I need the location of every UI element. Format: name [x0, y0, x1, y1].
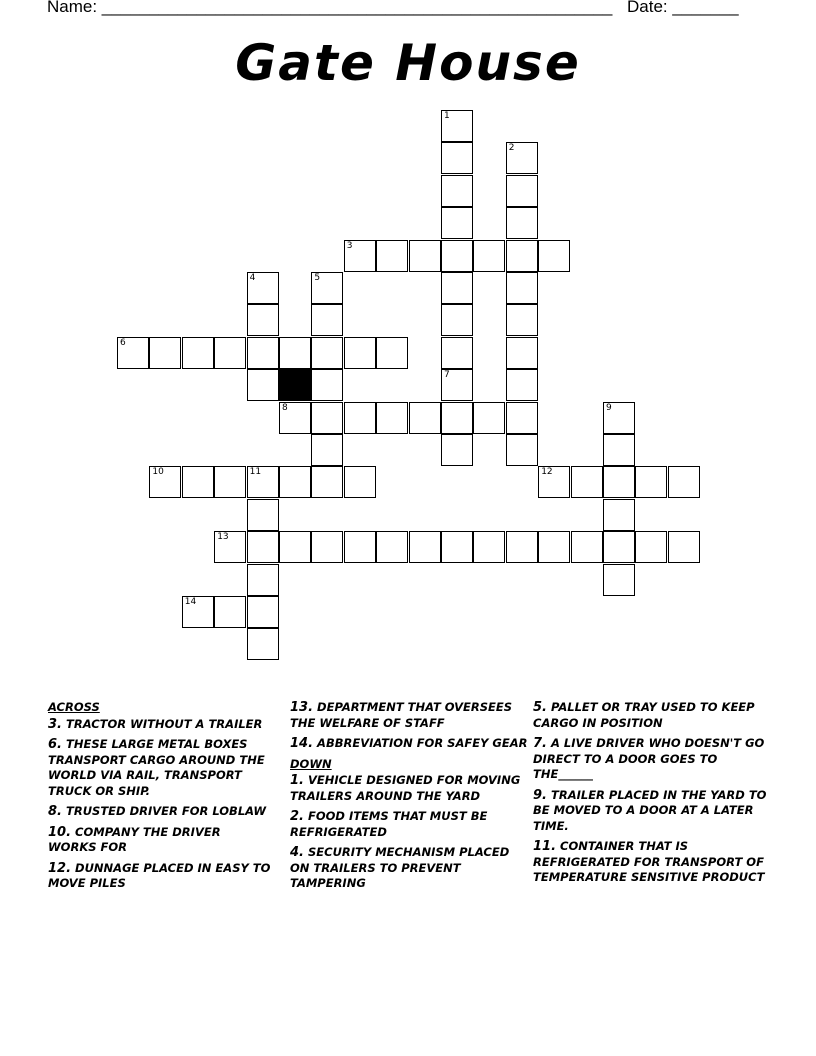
grid-cell[interactable] — [409, 240, 441, 272]
grid-cell[interactable] — [506, 272, 538, 304]
cell-number: 10 — [152, 467, 164, 478]
cell-number: 4 — [249, 273, 256, 283]
clue-down-4: 4. SECURITY MECHANISM PLACED ON TRAILERS TO PREVENT TAMPERING — [290, 845, 510, 890]
grid-cell[interactable] — [506, 531, 538, 563]
grid-cell[interactable] — [571, 466, 603, 498]
grid-cell[interactable] — [409, 531, 441, 563]
grid-cell[interactable] — [214, 337, 246, 369]
grid-cell[interactable] — [603, 531, 635, 563]
grid-cell[interactable] — [279, 531, 311, 563]
down-heading: DOWN — [290, 756, 332, 771]
clue-column-3 — [533, 700, 773, 891]
grid-cell[interactable] — [376, 337, 408, 369]
clue-down-5: 5. PALLET OR TRAY USED TO KEEP CARGO IN POSITION — [533, 700, 755, 730]
grid-cell[interactable] — [603, 434, 635, 466]
grid-cell[interactable] — [376, 402, 408, 434]
grid-cell[interactable] — [247, 304, 279, 336]
grid-cell[interactable] — [311, 369, 343, 401]
grid-cell[interactable] — [214, 466, 246, 498]
grid-cell[interactable] — [344, 240, 376, 272]
cell-number: 11 — [249, 467, 262, 478]
grid-cell[interactable] — [247, 531, 279, 563]
grid-cell[interactable] — [441, 240, 473, 272]
grid-cell[interactable] — [182, 466, 214, 498]
grid-cell[interactable] — [441, 110, 473, 142]
cell-number: 13 — [217, 532, 229, 543]
grid-cell[interactable] — [311, 466, 343, 498]
grid-cell[interactable] — [473, 240, 505, 272]
page-title: Gate House — [235, 34, 581, 92]
grid-cell[interactable] — [506, 434, 538, 466]
clue-down-11: 11. CONTAINER THAT IS REFRIGERATED FOR TRANSPORT OF TEMPERATURE SENSITIVE PRODUCT — [533, 839, 765, 884]
grid-cell[interactable] — [279, 466, 311, 498]
date-field[interactable]: Date: _______ — [627, 0, 739, 16]
grid-cell[interactable] — [441, 175, 473, 207]
grid-cell[interactable] — [311, 402, 343, 434]
grid-cell[interactable] — [538, 240, 570, 272]
cell-number: 5 — [314, 273, 321, 283]
grid-cell[interactable] — [247, 272, 279, 304]
black-cell — [279, 369, 311, 401]
grid-cell[interactable] — [247, 466, 279, 498]
grid-cell[interactable] — [473, 402, 505, 434]
grid-cell[interactable] — [506, 207, 538, 239]
grid-cell[interactable] — [506, 175, 538, 207]
grid-cell[interactable] — [635, 466, 667, 498]
grid-cell[interactable] — [506, 337, 538, 369]
grid-cell[interactable] — [635, 531, 667, 563]
clue-down-2: 2. FOOD ITEMS THAT MUST BE REFRIGERATED — [290, 809, 488, 839]
grid-cell[interactable] — [538, 531, 570, 563]
grid-cell[interactable] — [311, 337, 343, 369]
clue-across-8: 8. TRUSTED DRIVER FOR LOBLAW — [48, 804, 267, 819]
grid-cell[interactable] — [344, 531, 376, 563]
grid-cell[interactable] — [247, 596, 279, 628]
grid-cell[interactable] — [214, 531, 246, 563]
grid-cell[interactable] — [214, 596, 246, 628]
grid-cell[interactable] — [311, 304, 343, 336]
grid-cell[interactable] — [182, 337, 214, 369]
grid-cell[interactable] — [247, 499, 279, 531]
cell-number: 6 — [120, 337, 126, 348]
grid-cell[interactable] — [538, 466, 570, 498]
grid-cell[interactable] — [279, 402, 311, 434]
grid-cell[interactable] — [409, 402, 441, 434]
clue-across-10: 10. COMPANY THE DRIVER WORKS FOR — [48, 824, 221, 854]
grid-cell[interactable] — [441, 142, 473, 174]
grid-cell[interactable] — [344, 466, 376, 498]
grid-cell[interactable] — [376, 240, 408, 272]
grid-cell[interactable] — [149, 337, 181, 369]
grid-cell[interactable] — [279, 337, 311, 369]
grid-cell[interactable] — [441, 337, 473, 369]
grid-cell[interactable] — [571, 531, 603, 563]
cell-number: 7 — [444, 370, 450, 381]
grid-cell[interactable] — [344, 337, 376, 369]
clue-column-2 — [290, 700, 528, 897]
grid-cell[interactable] — [247, 564, 279, 596]
cell-number: 1 — [444, 111, 450, 121]
grid-cell[interactable] — [311, 272, 343, 304]
across-heading: ACROSS — [48, 700, 100, 714]
grid-cell[interactable] — [311, 434, 343, 466]
grid-cell[interactable] — [441, 434, 473, 466]
grid-cell[interactable] — [441, 369, 473, 401]
grid-cell[interactable] — [117, 337, 149, 369]
grid-cell[interactable] — [603, 564, 635, 596]
grid-cell[interactable] — [149, 466, 181, 498]
grid-cell[interactable] — [247, 628, 279, 660]
clue-down-1: 1. VEHICLE DESIGNED FOR MOVING TRAILERS AROUND THE YARD — [290, 773, 521, 803]
grid-cell[interactable] — [603, 499, 635, 531]
cell-number: 8 — [282, 402, 288, 413]
grid-cell[interactable] — [311, 531, 343, 563]
cell-number: 9 — [606, 402, 612, 413]
grid-cell[interactable] — [668, 531, 700, 563]
name-field[interactable]: Name: ______________________________________________________ — [47, 0, 613, 16]
grid-cell[interactable] — [668, 466, 700, 498]
grid-cell[interactable] — [603, 466, 635, 498]
cell-number: 14 — [184, 597, 197, 607]
grid-cell[interactable] — [247, 369, 279, 401]
cell-number: 3 — [346, 240, 353, 251]
grid-cell[interactable] — [441, 272, 473, 304]
cell-number: 12 — [541, 467, 553, 478]
grid-cell[interactable] — [441, 402, 473, 434]
grid-cell[interactable] — [603, 402, 635, 434]
clue-across-14: 14. ABBREVIATION FOR SAFEY GEAR — [290, 736, 528, 751]
grid-cell[interactable] — [506, 142, 538, 174]
clue-down-9: 9. TRAILER PLACED IN THE YARD TO BE MOVED TO A DOOR AT A LATER TIME. — [533, 787, 767, 833]
clue-across-6: 6. THESE LARGE METAL BOXES TRANSPORT CARGO AROUND THE WORLD VIA RAIL, TRANSPORT TRUCK OR SHIP. — [48, 737, 265, 798]
grid-cell[interactable] — [344, 402, 376, 434]
clue-down-7: 7. A LIVE DRIVER WHO DOESN'T GO DIRECT TO A DOOR GOES TO THE______ — [533, 736, 765, 781]
grid-cell[interactable] — [182, 596, 214, 628]
grid-cell[interactable] — [506, 369, 538, 401]
clue-column-1 — [48, 700, 273, 897]
grid-cell[interactable] — [441, 531, 473, 563]
cell-number: 2 — [508, 143, 515, 154]
clue-across-13: 13. DEPARTMENT THAT OVERSEES THE WELFARE OF STAFF — [290, 700, 513, 730]
grid-cell[interactable] — [506, 304, 538, 336]
grid-cell[interactable] — [441, 304, 473, 336]
grid-cell[interactable] — [506, 402, 538, 434]
grid-cell[interactable] — [376, 531, 408, 563]
grid-cell[interactable] — [441, 207, 473, 239]
grid-cell[interactable] — [247, 337, 279, 369]
grid-cell[interactable] — [473, 531, 505, 563]
clue-across-12: 12. DUNNAGE PLACED IN EASY TO MOVE PILES — [48, 860, 271, 890]
clue-across-3: 3. TRACTOR WITHOUT A TRAILER — [48, 716, 263, 732]
grid-cell[interactable] — [506, 240, 538, 272]
